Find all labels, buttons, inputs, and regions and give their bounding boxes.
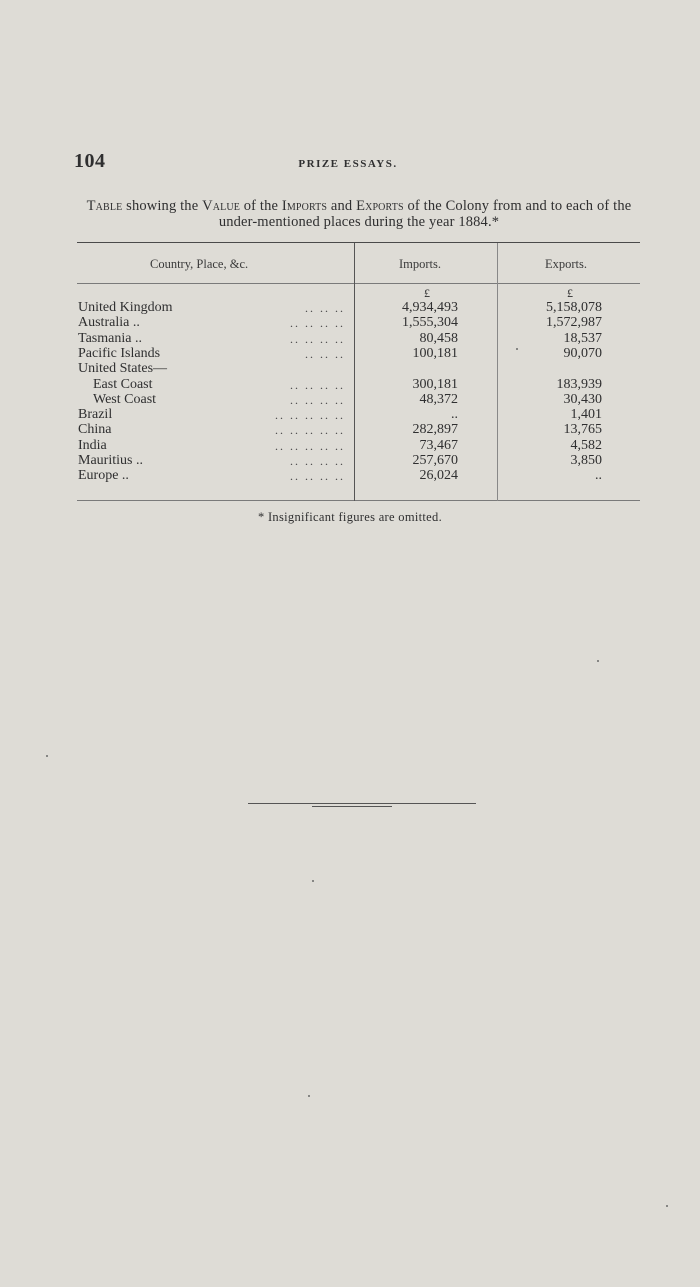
table-top-rule <box>77 242 640 243</box>
imports-value: 73,467 <box>419 437 458 453</box>
exports-value: 1,572,987 <box>546 315 602 331</box>
imports-value: 1,555,304 <box>402 315 458 331</box>
imports-value: 257,670 <box>412 453 458 468</box>
currency-exports: £ <box>567 286 573 300</box>
leader-dots: .. .. .. .. <box>290 392 345 407</box>
paper-speck <box>46 755 48 757</box>
paper-speck <box>666 1205 668 1207</box>
header-imports: Imports. <box>399 257 442 271</box>
leader-dots: .. .. .. .. <box>290 377 345 392</box>
table-header-rule <box>77 283 640 284</box>
header-country: Country, Place, &c. <box>150 257 249 271</box>
exports-value: 1,401 <box>570 407 602 423</box>
row-label: West Coast <box>93 391 157 407</box>
leader-dots: .. .. .. .. .. <box>275 423 345 438</box>
caption-part: Exports <box>356 198 404 214</box>
exports-value: 3,850 <box>570 453 602 468</box>
paper-speck <box>597 660 599 662</box>
paper-speck <box>516 348 518 350</box>
paper-speck <box>312 880 314 882</box>
exports-value: 183,939 <box>556 376 602 392</box>
leader-dots: .. .. .. .. <box>290 454 345 468</box>
paper-speck <box>308 1095 310 1097</box>
footnote-rule <box>312 806 392 807</box>
row-label: Europe .. <box>78 468 129 484</box>
row-label: United States— <box>78 361 168 377</box>
leader-dots: .. .. .. <box>305 346 345 361</box>
column-divider <box>354 243 355 501</box>
leader-dots: .. .. .. .. <box>290 316 345 331</box>
header-exports: Exports. <box>545 257 588 271</box>
caption-part: Table <box>86 198 123 214</box>
caption-part: of the <box>239 198 282 214</box>
imports-value: 80,458 <box>419 330 458 346</box>
leader-dots: .. .. .. .. <box>290 469 345 484</box>
running-head: PRIZE ESSAYS. <box>298 158 398 170</box>
row-label: East Coast <box>93 376 153 392</box>
imports-value: 300,181 <box>412 376 458 392</box>
row-label: India <box>78 437 107 453</box>
exports-value: 5,158,078 <box>546 300 602 315</box>
column-divider <box>497 243 498 501</box>
footnote: * Insignificant figures are omitted. <box>257 510 442 524</box>
row-label: Australia .. <box>78 315 140 331</box>
page-number: 104 <box>74 150 106 172</box>
caption-part: of the Colony from and to each of the under-mentioned places during the year 1884.* <box>218 198 632 230</box>
exports-value: 13,765 <box>563 422 602 438</box>
exports-value: 4,582 <box>570 437 602 453</box>
footnote-rule <box>248 803 476 804</box>
imports-value: 26,024 <box>419 468 458 484</box>
imports-value: .. <box>451 407 458 423</box>
row-label: Tasmania .. <box>78 330 142 346</box>
leader-dots: .. .. .. .. .. <box>275 438 345 453</box>
caption-part: and <box>327 198 357 214</box>
exports-value: 18,537 <box>563 330 602 346</box>
row-label: China <box>78 422 112 438</box>
caption-part: Imports <box>281 198 328 214</box>
table-bottom-rule <box>77 500 640 501</box>
currency-imports: £ <box>424 286 430 300</box>
table-caption <box>76 198 642 230</box>
row-label: United Kingdom <box>78 300 173 315</box>
imports-value: 100,181 <box>412 345 458 361</box>
leader-dots: .. .. .. .. <box>290 331 345 346</box>
exports-value: 90,070 <box>563 345 602 361</box>
row-label: Mauritius .. <box>78 453 143 468</box>
leader-dots: .. .. .. <box>305 301 345 315</box>
leader-dots: .. .. .. .. .. <box>275 408 345 423</box>
imports-value: 4,934,493 <box>402 300 458 315</box>
imports-value: 48,372 <box>419 391 458 407</box>
row-label: Brazil <box>78 407 113 423</box>
row-label: Pacific Islands <box>78 345 161 361</box>
caption-part: Value <box>202 198 240 214</box>
exports-value: 30,430 <box>563 391 602 407</box>
caption-part: showing the <box>122 198 203 214</box>
exports-value: .. <box>595 468 602 484</box>
imports-value: 282,897 <box>412 422 458 438</box>
